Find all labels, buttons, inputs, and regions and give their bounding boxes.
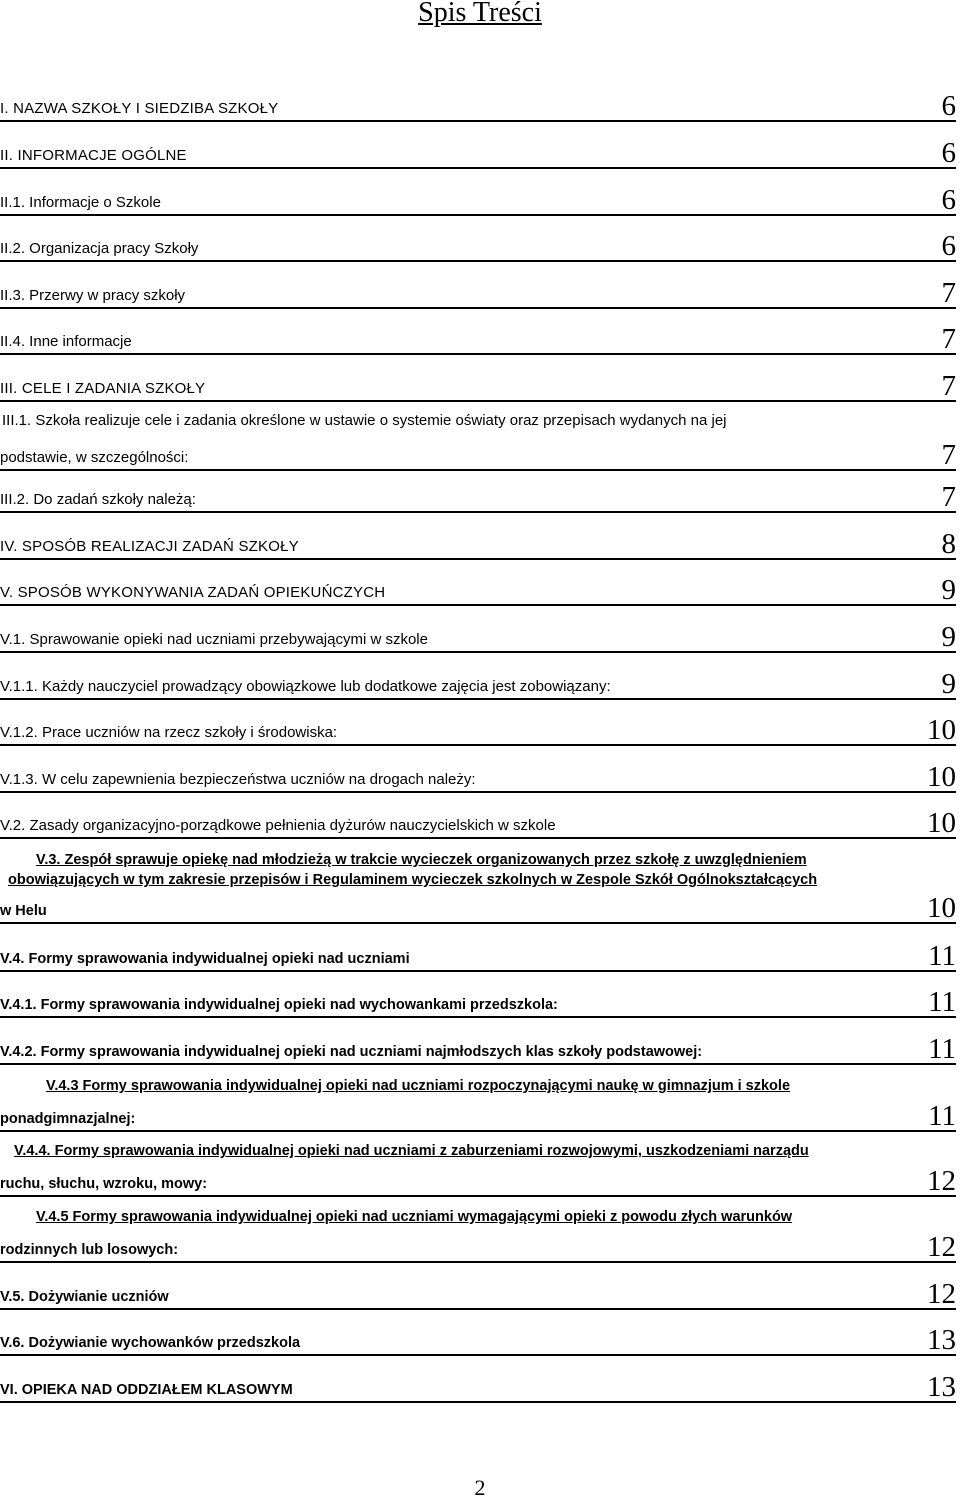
toc-page-number: 6 — [941, 184, 956, 216]
toc-entry-label: ponadgimnazjalnej: — [0, 1111, 136, 1127]
toc-page-number: 7 — [941, 323, 956, 355]
toc-page-number: 11 — [928, 986, 956, 1018]
page-number: 2 — [474, 1475, 486, 1500]
toc-entry-label: II. INFORMACJE OGÓLNE — [0, 147, 187, 164]
toc-entry-label: V.1.1. Każdy nauczyciel prowadzący obowiązkowe lub dodatkowe zajęcia jest zobowiązany: — [0, 678, 611, 695]
toc-page-number: 11 — [928, 1100, 956, 1132]
toc-entry[interactable] — [0, 232, 956, 262]
toc-entry[interactable] — [0, 809, 956, 839]
toc-entry[interactable] — [0, 623, 956, 653]
toc-page-number: 10 — [927, 892, 956, 924]
toc-entry[interactable] — [0, 850, 956, 924]
toc-entry-label: V.1. Sprawowanie opieki nad uczniami przebywającymi w szkole — [0, 631, 428, 648]
toc-entry[interactable] — [0, 1035, 956, 1065]
toc-entry[interactable] — [0, 988, 956, 1018]
toc-page-number: 7 — [941, 481, 956, 513]
toc-entry[interactable] — [0, 372, 956, 402]
toc-page-number: 8 — [941, 528, 956, 560]
toc-page-number: 10 — [927, 761, 956, 793]
toc-entry[interactable] — [0, 942, 956, 972]
toc-entry[interactable] — [0, 1207, 956, 1263]
toc-entry-label: V.4. Formy sprawowania indywidualnej opieki nad uczniami — [0, 951, 410, 967]
toc-page-number: 13 — [927, 1324, 956, 1356]
toc-page-number: 12 — [927, 1231, 956, 1263]
toc-entry-label: w Helu — [0, 903, 47, 919]
toc-page-number: 11 — [928, 1033, 956, 1065]
toc-entry[interactable] — [0, 576, 956, 606]
toc-page-number: 12 — [927, 1165, 956, 1197]
toc-page-number: 6 — [941, 90, 956, 122]
toc-page-number: 6 — [941, 137, 956, 169]
toc-entry[interactable] — [0, 1141, 956, 1197]
toc-entry-label: II.1. Informacje o Szkole — [0, 194, 161, 211]
toc-entry[interactable] — [0, 325, 956, 355]
toc-entry[interactable] — [0, 530, 956, 560]
toc-entry-label: V.4.2. Formy sprawowania indywidualnej opieki nad uczniami najmłodszych klas szkoły podstawowej: — [0, 1044, 703, 1060]
toc-page-number: 7 — [941, 439, 956, 471]
toc-page-number: 9 — [941, 668, 956, 700]
toc-page-number: 13 — [927, 1371, 956, 1403]
toc-entry[interactable] — [0, 139, 956, 169]
toc-entry-label-line: V.3. Zespół sprawuje opiekę nad młodzieżą w trakcie wycieczek organizowanych przez szkołę z uwzględnieniem — [36, 852, 807, 868]
toc-entry-label: V.1.2. Prace uczniów na rzecz szkoły i środowiska: — [0, 724, 338, 741]
toc-entry[interactable] — [0, 670, 956, 700]
toc-entry[interactable] — [0, 1076, 956, 1132]
toc-entry-label: podstawie, w szczególności: — [0, 449, 189, 466]
toc-entry-label: V.4.1. Formy sprawowania indywidualnej opieki nad wychowankami przedszkola: — [0, 997, 558, 1013]
toc-entry[interactable] — [0, 279, 956, 309]
toc-page-number: 9 — [941, 574, 956, 606]
toc-entry-label: II.4. Inne informacje — [0, 333, 132, 350]
toc-entry-label: I. NAZWA SZKOŁY I SIEDZIBA SZKOŁY — [0, 100, 279, 117]
toc-entry[interactable] — [0, 1280, 956, 1310]
toc-entry-label: V.5. Dożywianie uczniów — [0, 1289, 169, 1305]
toc-entry[interactable] — [0, 1373, 956, 1403]
toc-entry-label-line: V.4.5 Formy sprawowania indywidualnej opieki nad uczniami wymagającymi opieki z powodu złych warunków — [36, 1209, 793, 1225]
toc-entry-label: ruchu, słuchu, wzroku, mowy: — [0, 1176, 208, 1192]
toc-page-number: 9 — [941, 621, 956, 653]
toc-entry[interactable] — [0, 763, 956, 793]
toc-entry-label: V.1.3. W celu zapewnienia bezpieczeństwa uczniów na drogach należy: — [0, 771, 476, 788]
toc-entry-label-line: obowiązujących w tym zakresie przepisów i Regulaminem wycieczek szkolnych w Zespole Szkół Ogólnokształcących — [8, 872, 818, 888]
toc-entry-label: rodzinnych lub losowych: — [0, 1242, 179, 1258]
toc-entry-label-line: V.4.4. Formy sprawowania indywidualnej opieki nad uczniami z zaburzeniami rozwojowymi, uszkodzeniami narządu — [14, 1143, 809, 1159]
toc-entry-label: II.2. Organizacja pracy Szkoły — [0, 240, 199, 257]
toc-entry-label-line: III.1. Szkoła realizuje cele i zadania określone w ustawie o systemie oświaty oraz przepisach wydanych na jej — [2, 412, 727, 429]
toc-entry-label: II.3. Przerwy w pracy szkoły — [0, 287, 186, 304]
toc-entry-label: IV. SPOSÓB REALIZACJI ZADAŃ SZKOŁY — [0, 538, 299, 555]
toc-entry[interactable] — [0, 483, 956, 513]
toc-page-number: 7 — [941, 277, 956, 309]
toc-entry[interactable] — [0, 1326, 956, 1356]
toc-page-number: 6 — [941, 230, 956, 262]
toc-page-number: 10 — [927, 807, 956, 839]
toc-entry-label: VI. OPIEKA NAD ODDZIAŁEM KLASOWYM — [0, 1382, 293, 1398]
page-title: Spis Treści — [418, 0, 542, 28]
toc-page-number: 10 — [927, 714, 956, 746]
toc-entry-label: III.2. Do zadań szkoły należą: — [0, 491, 196, 508]
toc-entry-label: V.6. Dożywianie wychowanków przedszkola — [0, 1335, 301, 1351]
toc-entry-label: V. SPOSÓB WYKONYWANIA ZADAŃ OPIEKUŃCZYCH — [0, 584, 386, 601]
toc-entry[interactable] — [0, 716, 956, 746]
toc-page-number: 12 — [927, 1278, 956, 1310]
toc-entry[interactable] — [0, 92, 956, 122]
toc-entry-label: V.2. Zasady organizacyjno-porządkowe pełnienia dyżurów nauczycielskich w szkole — [0, 817, 556, 834]
toc-entry[interactable] — [0, 411, 956, 471]
toc-page-number: 11 — [928, 940, 956, 972]
toc-entry[interactable] — [0, 186, 956, 216]
toc-entry-label: III. CELE I ZADANIA SZKOŁY — [0, 380, 206, 397]
toc-entry-label-line: V.4.3 Formy sprawowania indywidualnej opieki nad uczniami rozpoczynającymi naukę w gimnazjum i szkole — [46, 1078, 791, 1094]
toc-page-number: 7 — [941, 370, 956, 402]
